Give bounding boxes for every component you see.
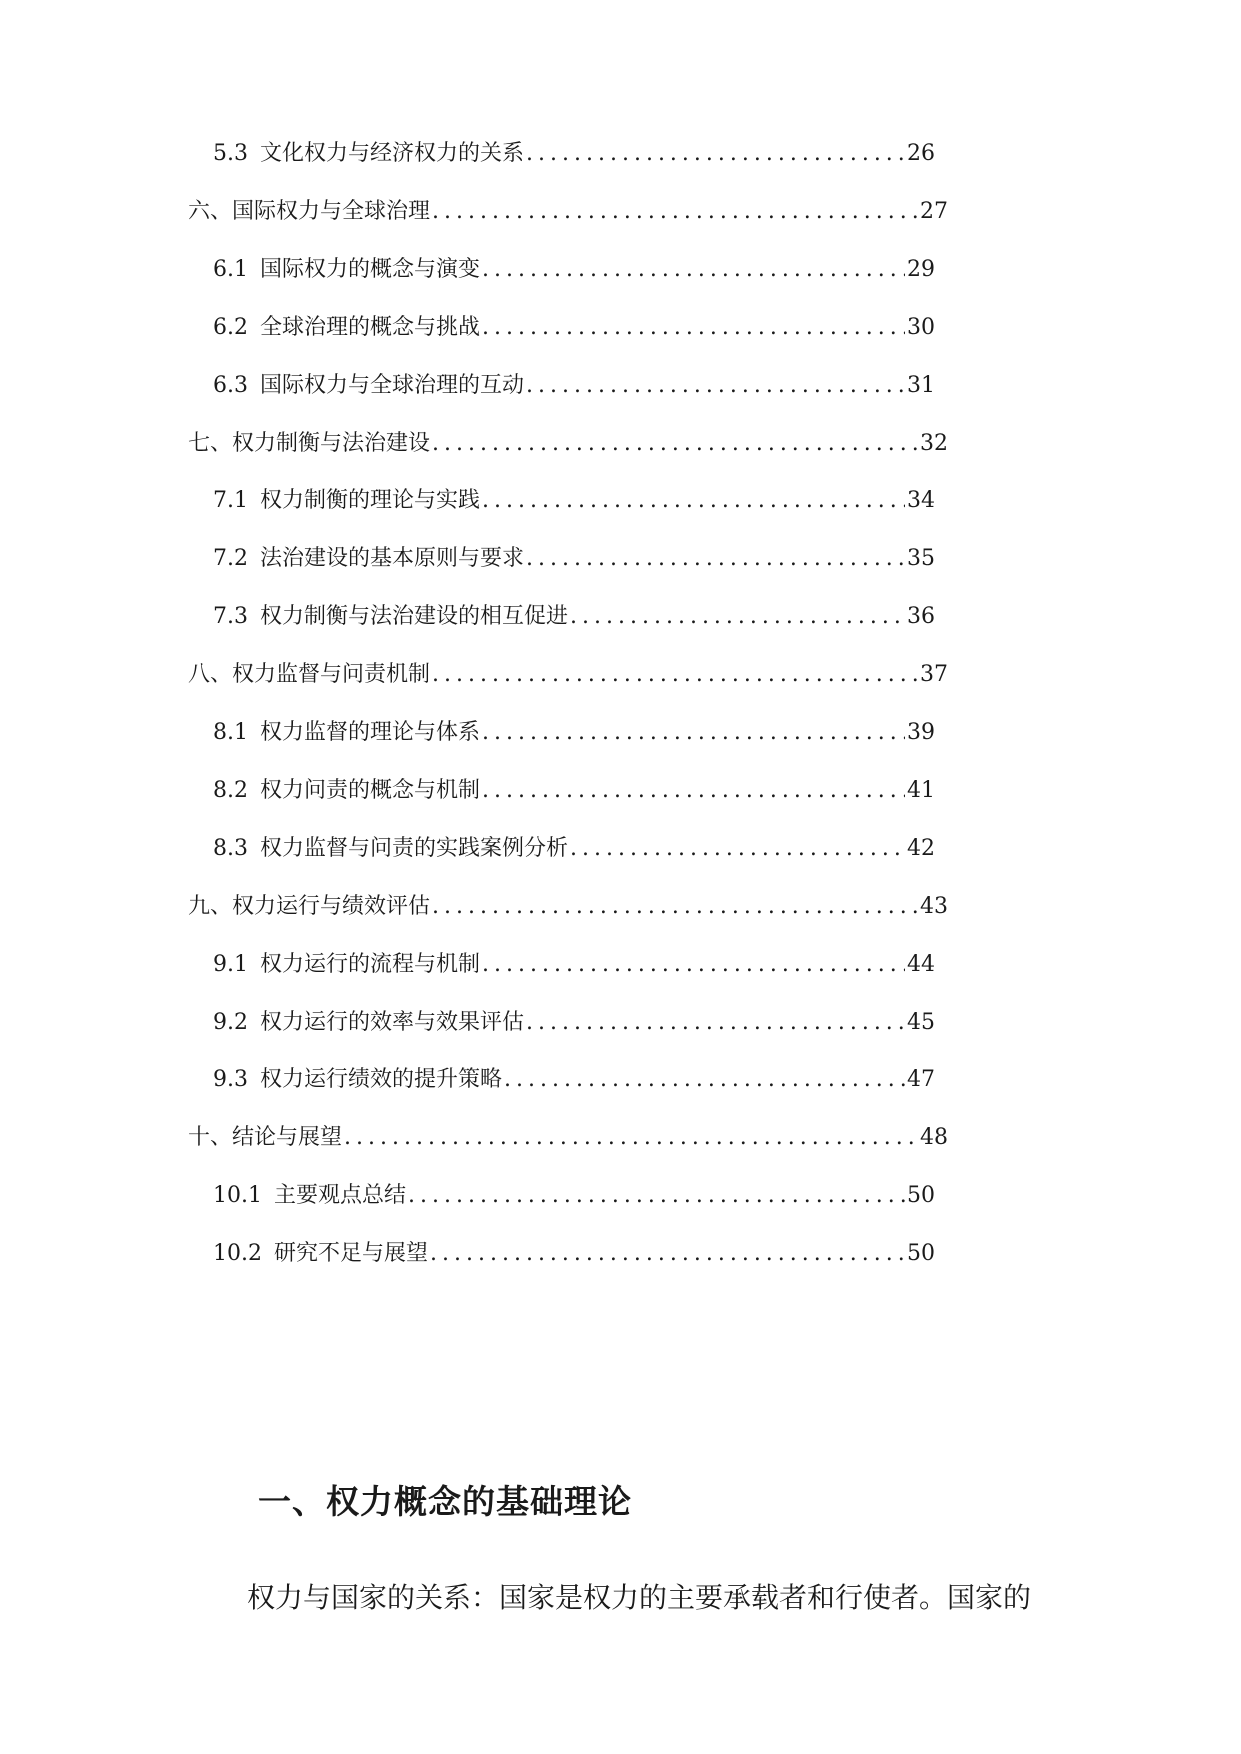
toc-page-number: 48 [920,1125,948,1151]
toc-page-number: 45 [907,1009,935,1035]
toc-entry-title: 研究不足与展望 [273,1241,428,1267]
toc-page-number: 50 [907,1241,935,1267]
toc-dot-leader [526,1005,905,1041]
toc-entry-title: 国际权力与全球治理的互动 [260,372,525,398]
toc-dot-leader [570,831,905,867]
toc-entry[interactable] [213,483,935,519]
toc-page-number: 29 [907,256,935,282]
toc-page-number: 36 [907,604,935,630]
toc-page-number: 47 [907,1067,935,1093]
toc-entry[interactable] [213,715,935,751]
toc-dot-leader [526,136,905,172]
toc-dot-leader [526,541,905,577]
toc-page-number: 30 [907,314,935,340]
toc-entry-number: 8.2 [213,777,248,803]
toc-entry-number: 7.3 [213,604,248,630]
toc-entry[interactable] [188,657,948,693]
toc-entry-title: 七、权力制衡与法治建设 [188,430,431,456]
toc-page-number: 34 [907,488,935,514]
toc-page-number: 50 [907,1183,935,1209]
toc-dot-leader [482,310,905,346]
toc-entry-title: 权力运行的效率与效果评估 [260,1009,525,1035]
toc-entry-title: 主要观点总结 [273,1183,406,1209]
toc-entry[interactable] [188,889,948,925]
toc-entry[interactable] [213,599,935,635]
section-heading: 一、权力概念的基础理论 [258,1482,632,1521]
toc-entry[interactable] [213,1005,935,1041]
toc-entry-number: 9.2 [213,1009,248,1035]
toc-entry-title: 法治建设的基本原则与要求 [260,546,525,572]
toc-dot-leader [482,483,905,519]
toc-entry[interactable] [188,194,948,230]
toc-entry-number: 7.1 [213,488,248,514]
toc-entry-number: 6.3 [213,372,248,398]
toc-dot-leader [344,1120,918,1156]
toc-page-number: 35 [907,546,935,572]
toc-dot-leader [526,368,905,404]
toc-entry-title: 权力监督与问责的实践案例分析 [260,835,569,861]
toc-entry[interactable] [188,426,948,462]
toc-entry[interactable] [213,1236,935,1272]
toc-entry-title: 全球治理的概念与挑战 [260,314,481,340]
toc-dot-leader [504,1062,905,1098]
toc-entry-number: 9.3 [213,1067,248,1093]
toc-page-number: 42 [907,835,935,861]
toc-entry[interactable] [213,252,935,288]
toc-page-number: 27 [920,198,948,224]
toc-entry-number: 10.2 [213,1241,262,1267]
toc-entry-number: 6.1 [213,256,248,282]
toc-entry[interactable] [213,136,935,172]
toc-entry[interactable] [188,1120,948,1156]
toc-entry[interactable] [213,947,935,983]
toc-page-number: 44 [907,951,935,977]
toc-page-number: 32 [920,430,948,456]
toc-entry[interactable] [213,831,935,867]
toc-dot-leader [432,657,918,693]
toc-entry-title: 权力问责的概念与机制 [260,777,481,803]
toc-entry-title: 国际权力的概念与演变 [260,256,481,282]
toc-dot-leader [432,889,918,925]
toc-entry[interactable] [213,1178,935,1214]
toc-entry-number: 5.3 [213,141,248,166]
toc-dot-leader [432,194,918,230]
toc-page-number: 26 [907,141,935,166]
toc-page-number: 41 [907,777,935,803]
toc-entry-title: 权力运行的流程与机制 [260,951,481,977]
toc-entry-title: 文化权力与经济权力的关系 [260,141,525,166]
toc-entry-title: 十、结论与展望 [188,1125,343,1151]
toc-entry-number: 7.2 [213,546,248,572]
toc-page-number: 31 [907,372,935,398]
toc-dot-leader [482,715,905,751]
toc-entry-title: 权力制衡与法治建设的相互促进 [260,604,569,630]
toc-entry[interactable] [213,1062,935,1098]
toc-dot-leader [482,773,905,809]
toc-entry-title: 权力制衡的理论与实践 [260,488,481,514]
toc-page-number: 37 [920,662,948,688]
toc-dot-leader [430,1236,905,1272]
toc-entry[interactable] [213,773,935,809]
toc-entry-number: 10.1 [213,1183,262,1209]
toc-page-number: 43 [920,893,948,919]
toc-entry-title: 九、权力运行与绩效评估 [188,893,431,919]
toc-dot-leader [482,252,905,288]
toc-entry[interactable] [213,368,935,404]
toc-entry-title: 八、权力监督与问责机制 [188,662,431,688]
toc-dot-leader [408,1178,905,1214]
toc-entry-number: 8.3 [213,835,248,861]
toc-page-number: 39 [907,720,935,745]
body-paragraph: 权力与国家的关系：国家是权力的主要承载者和行使者。国家的 [247,1581,1032,1614]
toc-entry-number: 9.1 [213,951,248,977]
toc-entry-title: 权力监督的理论与体系 [260,720,481,745]
toc-dot-leader [482,947,905,983]
toc-entry[interactable] [213,541,935,577]
toc-dot-leader [432,426,918,462]
toc-entry[interactable] [213,310,935,346]
toc-entry-title: 六、国际权力与全球治理 [188,198,431,224]
toc-entry-number: 8.1 [213,720,248,745]
toc-entry-title: 权力运行绩效的提升策略 [260,1067,503,1093]
toc-dot-leader [570,599,905,635]
toc-entry-number: 6.2 [213,314,248,340]
